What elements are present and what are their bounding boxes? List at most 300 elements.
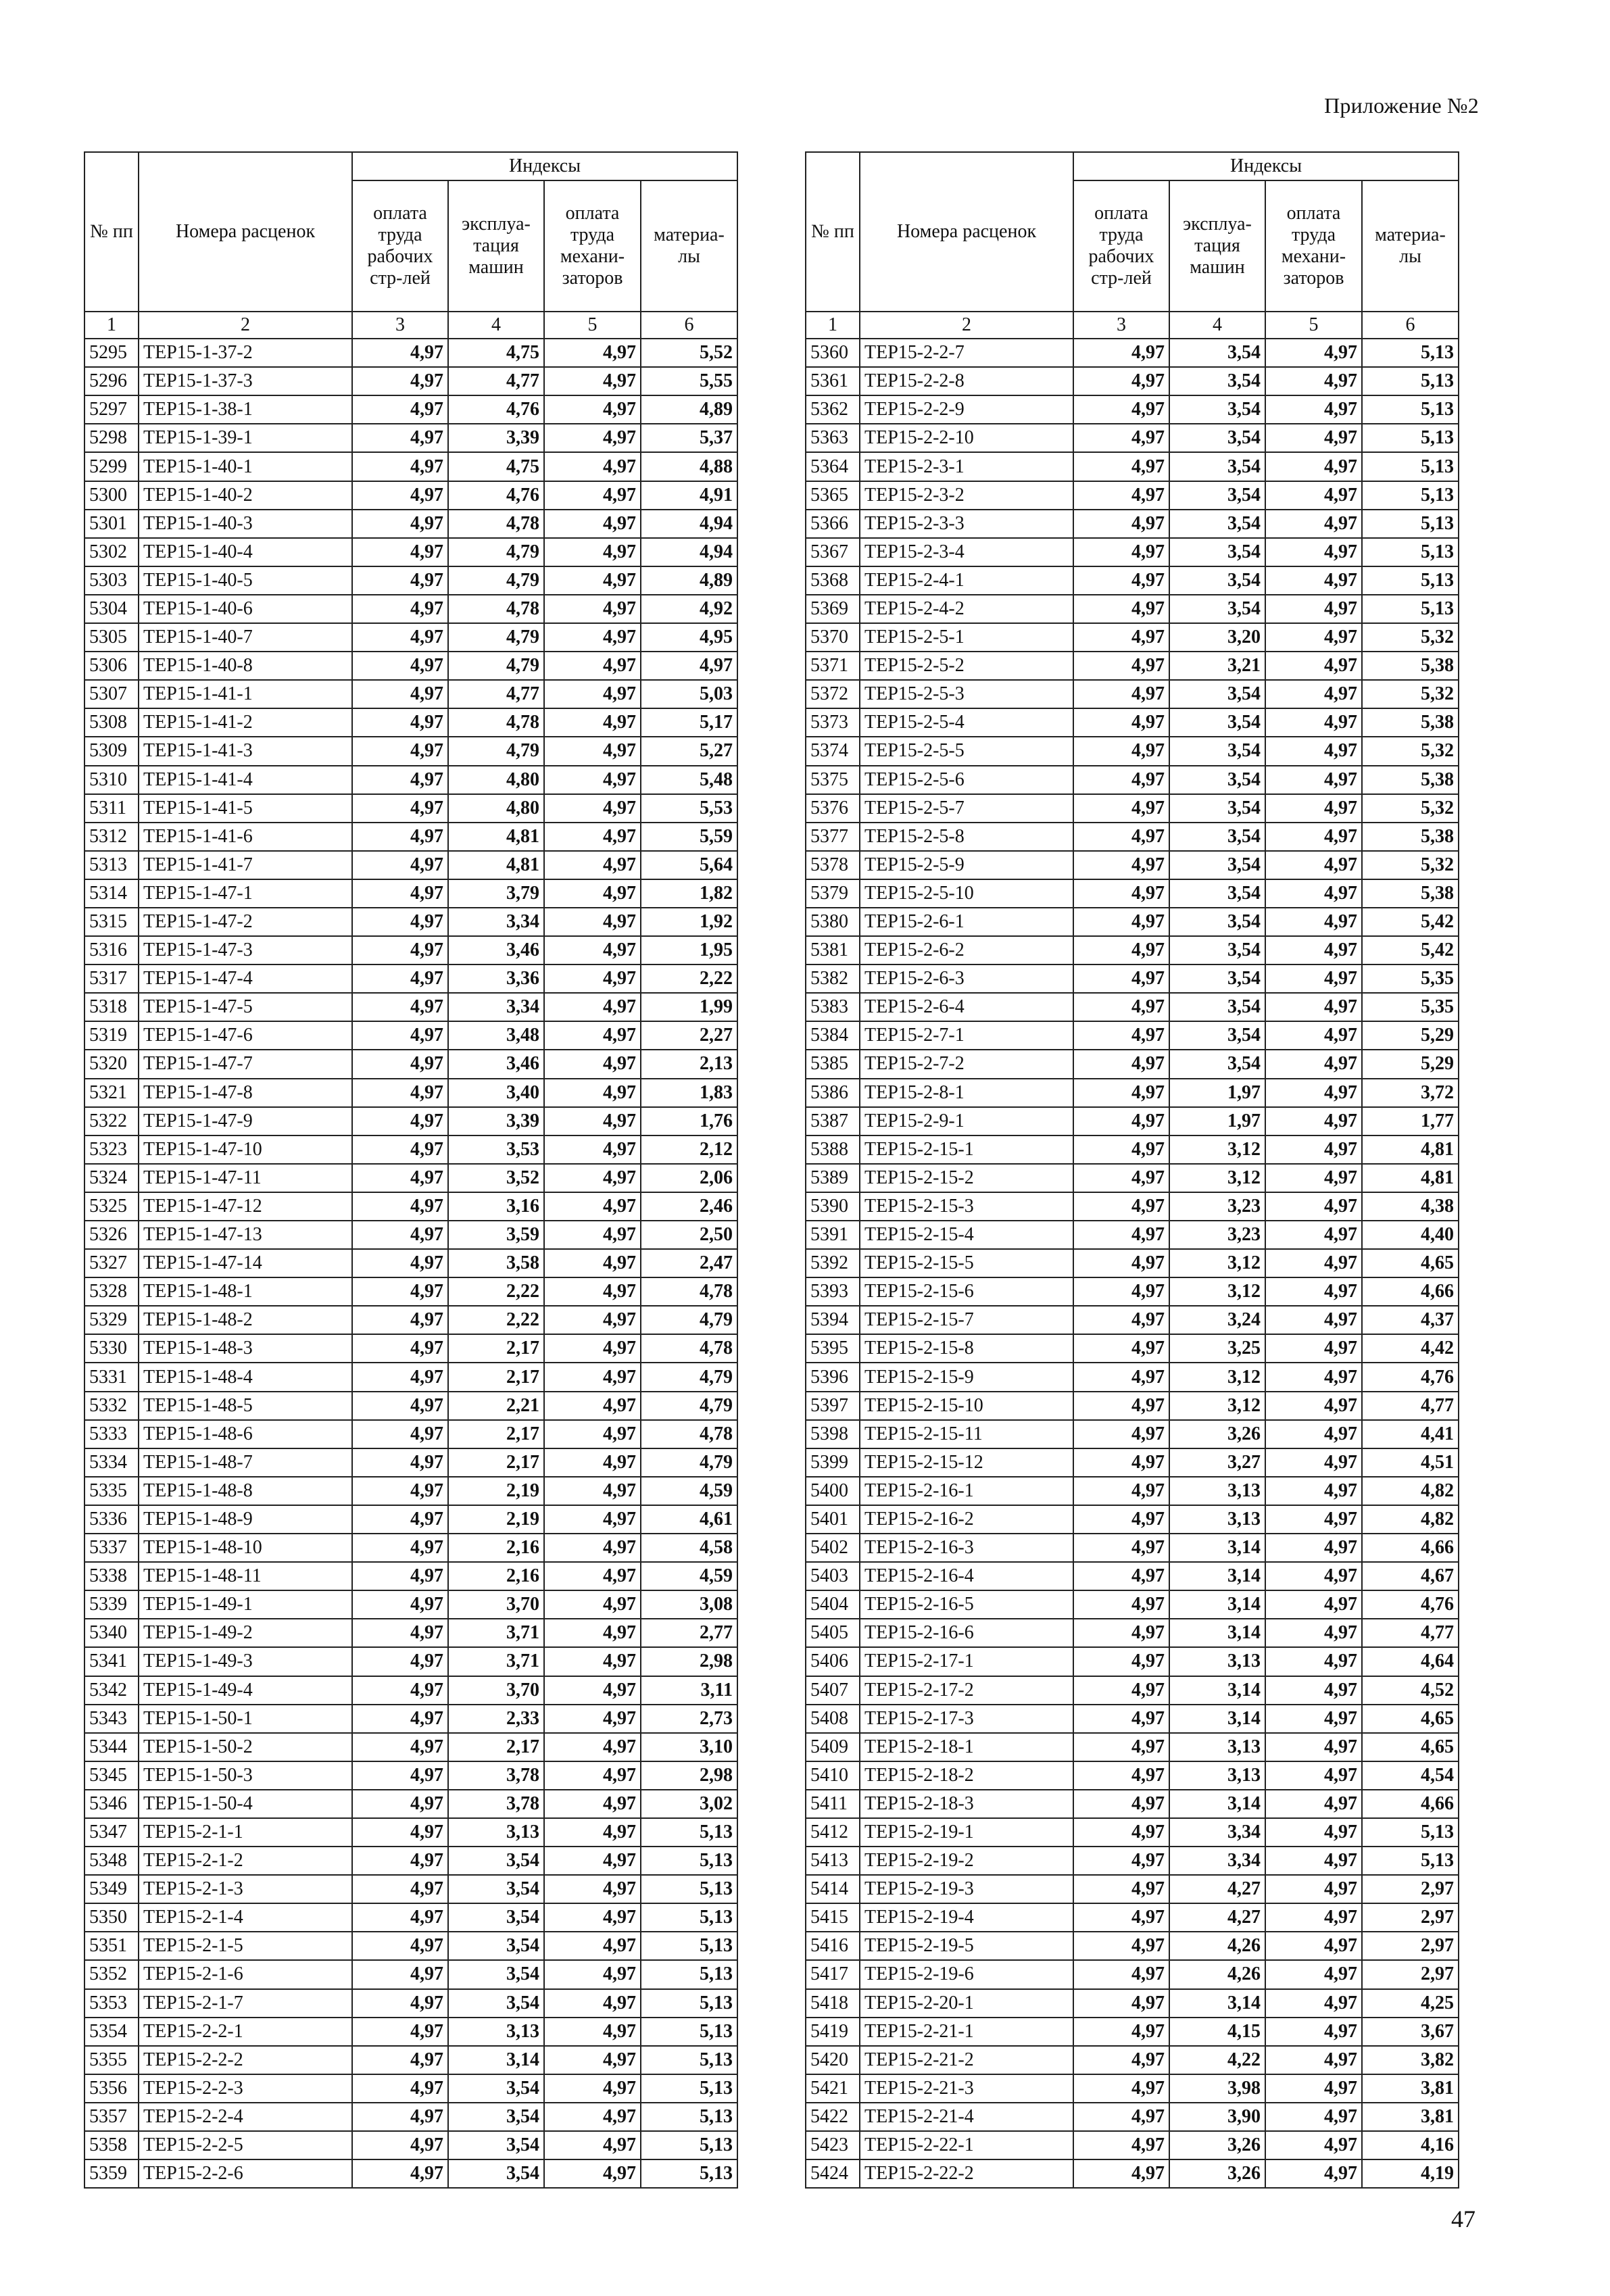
labor-index: 4,97 — [352, 1761, 448, 1790]
mech-labor-index: 4,97 — [1265, 766, 1362, 794]
materials-index: 5,13 — [1362, 367, 1459, 395]
rate-code: ТЕР15-1-37-3 — [139, 367, 352, 395]
col-code-header: Номера расценок — [139, 152, 352, 312]
materials-index: 4,91 — [641, 481, 737, 510]
labor-index: 4,97 — [352, 595, 448, 623]
table-row — [806, 1021, 1459, 1050]
mech-labor-index: 4,97 — [544, 766, 641, 794]
labor-index: 4,97 — [352, 1021, 448, 1050]
labor-index: 4,97 — [1073, 1505, 1169, 1534]
materials-index: 5,32 — [1362, 623, 1459, 652]
mech-labor-index: 4,97 — [544, 1448, 641, 1477]
materials-index: 5,13 — [1362, 424, 1459, 452]
materials-index: 2,97 — [1362, 1903, 1459, 1932]
rate-code: ТЕР15-2-15-1 — [860, 1135, 1073, 1164]
materials-index: 5,13 — [641, 2018, 737, 2046]
table-row — [84, 510, 737, 538]
materials-index: 4,65 — [1362, 1733, 1459, 1761]
machines-index: 3,54 — [1169, 595, 1265, 623]
mech-labor-index: 4,97 — [1265, 964, 1362, 993]
row-number: 5378 — [806, 851, 860, 879]
table-row — [806, 2018, 1459, 2046]
row-number: 5406 — [806, 1647, 860, 1676]
mech-labor-index: 4,97 — [1265, 680, 1362, 708]
machines-index: 3,78 — [448, 1790, 544, 1818]
materials-index: 4,76 — [1362, 1590, 1459, 1619]
labor-index: 4,97 — [352, 879, 448, 908]
machines-index: 1,97 — [1169, 1107, 1265, 1135]
row-number: 5324 — [84, 1164, 139, 1192]
labor-index: 4,97 — [352, 1448, 448, 1477]
table-row — [84, 1021, 737, 1050]
table-row — [806, 1306, 1459, 1334]
mech-labor-index: 4,97 — [544, 1192, 641, 1221]
mech-labor-index: 4,97 — [544, 1477, 641, 1505]
materials-index: 4,42 — [1362, 1334, 1459, 1363]
materials-index: 4,77 — [1362, 1392, 1459, 1420]
machines-index: 3,54 — [1169, 794, 1265, 823]
row-number: 5348 — [84, 1847, 139, 1875]
mech-labor-index: 4,97 — [544, 680, 641, 708]
table-row — [806, 851, 1459, 879]
labor-index: 4,97 — [1073, 1590, 1169, 1619]
labor-index: 4,97 — [1073, 1534, 1169, 1562]
row-number: 5334 — [84, 1448, 139, 1477]
labor-index: 4,97 — [1073, 1192, 1169, 1221]
table-row — [84, 1221, 737, 1249]
table-row — [84, 993, 737, 1021]
machines-index: 3,13 — [448, 2018, 544, 2046]
row-number: 5323 — [84, 1135, 139, 1164]
mech-labor-index: 4,97 — [544, 1079, 641, 1107]
labor-index: 4,97 — [1073, 823, 1169, 851]
rate-code: ТЕР15-2-15-12 — [860, 1448, 1073, 1477]
col-number: 4 — [448, 312, 544, 339]
labor-index: 4,97 — [1073, 993, 1169, 1021]
materials-index: 2,73 — [641, 1705, 737, 1733]
machines-index: 3,54 — [1169, 395, 1265, 424]
labor-index: 4,97 — [352, 1960, 448, 1988]
materials-index: 4,88 — [641, 452, 737, 481]
mech-labor-index: 4,97 — [1265, 1021, 1362, 1050]
col-number: 3 — [1073, 312, 1169, 339]
rate-code: ТЕР15-1-40-3 — [139, 510, 352, 538]
table-row — [84, 2103, 737, 2131]
table-row — [84, 1505, 737, 1534]
machines-index: 3,54 — [1169, 1050, 1265, 1078]
materials-index: 5,13 — [641, 1903, 737, 1932]
labor-index: 4,97 — [1073, 766, 1169, 794]
table-row — [84, 1818, 737, 1847]
machines-index: 3,78 — [448, 1761, 544, 1790]
materials-index: 3,02 — [641, 1790, 737, 1818]
rate-code: ТЕР15-1-47-8 — [139, 1079, 352, 1107]
row-number: 5301 — [84, 510, 139, 538]
row-number: 5405 — [806, 1619, 860, 1647]
rate-code: ТЕР15-1-48-10 — [139, 1534, 352, 1562]
materials-index: 2,97 — [1362, 1932, 1459, 1960]
machines-index: 2,19 — [448, 1505, 544, 1534]
row-number: 5345 — [84, 1761, 139, 1790]
mech-labor-index: 4,97 — [1265, 2159, 1362, 2188]
rate-code: ТЕР15-2-16-3 — [860, 1534, 1073, 1562]
labor-index: 4,97 — [1073, 595, 1169, 623]
machines-index: 3,23 — [1169, 1192, 1265, 1221]
rate-code: ТЕР15-1-40-5 — [139, 566, 352, 595]
mech-labor-index: 4,97 — [1265, 1705, 1362, 1733]
labor-index: 4,97 — [1073, 538, 1169, 566]
mech-labor-index: 4,97 — [1265, 1562, 1362, 1590]
row-number: 5421 — [806, 2074, 860, 2103]
table-row — [84, 766, 737, 794]
mech-labor-index: 4,97 — [1265, 1306, 1362, 1334]
labor-index: 4,97 — [352, 339, 448, 367]
machines-index: 4,79 — [448, 566, 544, 595]
labor-index: 4,97 — [352, 1705, 448, 1733]
table-row — [806, 1334, 1459, 1363]
machines-index: 3,13 — [1169, 1733, 1265, 1761]
materials-index: 5,42 — [1362, 936, 1459, 964]
rate-code: ТЕР15-2-15-11 — [860, 1420, 1073, 1448]
mech-labor-index: 4,97 — [544, 1562, 641, 1590]
rate-code: ТЕР15-2-3-3 — [860, 510, 1073, 538]
row-number: 5373 — [806, 708, 860, 737]
rate-code: ТЕР15-2-1-4 — [139, 1903, 352, 1932]
machines-index: 3,54 — [1169, 680, 1265, 708]
materials-index: 5,13 — [641, 1818, 737, 1847]
labor-index: 4,97 — [352, 1903, 448, 1932]
machines-index: 1,97 — [1169, 1079, 1265, 1107]
mech-labor-index: 4,97 — [544, 2103, 641, 2131]
machines-index: 4,78 — [448, 595, 544, 623]
mech-labor-index: 4,97 — [1265, 1050, 1362, 1078]
materials-index: 4,66 — [1362, 1534, 1459, 1562]
row-number: 5375 — [806, 766, 860, 794]
rate-code: ТЕР15-2-5-7 — [860, 794, 1073, 823]
materials-index: 2,98 — [641, 1761, 737, 1790]
row-number: 5412 — [806, 1818, 860, 1847]
col-no-header: № пп — [84, 152, 139, 312]
row-number: 5410 — [806, 1761, 860, 1790]
table-row — [84, 2018, 737, 2046]
rate-code: ТЕР15-2-19-3 — [860, 1875, 1073, 1903]
materials-index: 4,79 — [641, 1448, 737, 1477]
labor-index: 4,97 — [352, 1847, 448, 1875]
machines-index: 3,26 — [1169, 1420, 1265, 1448]
labor-index: 4,97 — [1073, 879, 1169, 908]
machines-index: 3,14 — [1169, 1790, 1265, 1818]
rate-code: ТЕР15-2-2-8 — [860, 367, 1073, 395]
rate-code: ТЕР15-2-3-2 — [860, 481, 1073, 510]
materials-index: 4,65 — [1362, 1249, 1459, 1277]
row-number: 5358 — [84, 2131, 139, 2159]
machines-index: 3,34 — [448, 993, 544, 1021]
labor-index: 4,97 — [352, 1932, 448, 1960]
mech-labor-index: 4,97 — [544, 1847, 641, 1875]
mech-labor-index: 4,97 — [1265, 1135, 1362, 1164]
materials-index: 1,77 — [1362, 1107, 1459, 1135]
row-number: 5356 — [84, 2074, 139, 2103]
mech-labor-index: 4,97 — [1265, 823, 1362, 851]
mech-labor-index: 4,97 — [544, 1875, 641, 1903]
machines-index: 3,34 — [1169, 1818, 1265, 1847]
machines-index: 3,13 — [1169, 1647, 1265, 1676]
rate-code: ТЕР15-2-16-1 — [860, 1477, 1073, 1505]
machines-index: 4,78 — [448, 510, 544, 538]
row-number: 5304 — [84, 595, 139, 623]
table-row — [84, 452, 737, 481]
table-row — [84, 623, 737, 652]
row-number: 5319 — [84, 1021, 139, 1050]
materials-index: 5,59 — [641, 823, 737, 851]
materials-index: 1,82 — [641, 879, 737, 908]
row-number: 5357 — [84, 2103, 139, 2131]
row-number: 5416 — [806, 1932, 860, 1960]
machines-index: 4,22 — [1169, 2046, 1265, 2074]
table-row — [806, 1761, 1459, 1790]
row-number: 5346 — [84, 1790, 139, 1818]
row-number: 5369 — [806, 595, 860, 623]
row-number: 5313 — [84, 851, 139, 879]
labor-index: 4,97 — [352, 2074, 448, 2103]
machines-index: 3,36 — [448, 964, 544, 993]
row-number: 5299 — [84, 452, 139, 481]
machines-index: 3,13 — [1169, 1477, 1265, 1505]
row-number: 5354 — [84, 2018, 139, 2046]
col-code-header: Номера расценок — [860, 152, 1073, 312]
labor-index: 4,97 — [352, 1107, 448, 1135]
machines-index: 3,46 — [448, 936, 544, 964]
machines-index: 3,54 — [1169, 452, 1265, 481]
row-number: 5379 — [806, 879, 860, 908]
row-number: 5386 — [806, 1079, 860, 1107]
labor-index: 4,97 — [1073, 1249, 1169, 1277]
mech-labor-index: 4,97 — [1265, 1221, 1362, 1249]
materials-index: 4,52 — [1362, 1676, 1459, 1705]
materials-index: 4,78 — [641, 1334, 737, 1363]
row-number: 5327 — [84, 1249, 139, 1277]
machines-index: 3,54 — [1169, 964, 1265, 993]
row-number: 5396 — [806, 1363, 860, 1391]
mech-labor-index: 4,97 — [1265, 1619, 1362, 1647]
mech-labor-index: 4,97 — [544, 1021, 641, 1050]
materials-index: 4,79 — [641, 1306, 737, 1334]
rate-code: ТЕР15-2-8-1 — [860, 1079, 1073, 1107]
materials-index: 5,13 — [641, 1875, 737, 1903]
mech-labor-index: 4,97 — [1265, 367, 1362, 395]
materials-index: 2,47 — [641, 1249, 737, 1277]
table-body-left — [84, 339, 737, 2188]
rate-code: ТЕР15-2-22-1 — [860, 2131, 1073, 2159]
row-number: 5355 — [84, 2046, 139, 2074]
rate-code: ТЕР15-1-41-4 — [139, 766, 352, 794]
row-number: 5352 — [84, 1960, 139, 1988]
mech-labor-index: 4,97 — [1265, 652, 1362, 680]
table-row — [84, 1705, 737, 1733]
rate-code: ТЕР15-1-47-5 — [139, 993, 352, 1021]
machines-index: 3,12 — [1169, 1249, 1265, 1277]
machines-index: 3,71 — [448, 1647, 544, 1676]
row-number: 5390 — [806, 1192, 860, 1221]
mech-labor-index: 4,97 — [1265, 1448, 1362, 1477]
col-machines-header: эксплуа-тация машин — [1169, 180, 1265, 312]
table-row — [806, 538, 1459, 566]
materials-index: 5,48 — [641, 766, 737, 794]
materials-index: 5,13 — [641, 2131, 737, 2159]
mech-labor-index: 4,97 — [1265, 1534, 1362, 1562]
row-number: 5295 — [84, 339, 139, 367]
mech-labor-index: 4,97 — [544, 452, 641, 481]
row-number: 5366 — [806, 510, 860, 538]
mech-labor-index: 4,97 — [1265, 1903, 1362, 1932]
materials-index: 4,64 — [1362, 1647, 1459, 1676]
row-number: 5398 — [806, 1420, 860, 1448]
table-row — [84, 1733, 737, 1761]
row-number: 5372 — [806, 680, 860, 708]
machines-index: 4,76 — [448, 481, 544, 510]
table-row — [84, 1192, 737, 1221]
materials-index: 5,13 — [1362, 510, 1459, 538]
materials-index: 5,29 — [1362, 1021, 1459, 1050]
table-row — [806, 708, 1459, 737]
materials-index: 3,82 — [1362, 2046, 1459, 2074]
table-row — [84, 1363, 737, 1391]
labor-index: 4,97 — [352, 1534, 448, 1562]
rate-code: ТЕР15-1-48-4 — [139, 1363, 352, 1391]
machines-index: 3,54 — [448, 1903, 544, 1932]
indexes-header: Индексы — [1073, 152, 1459, 180]
table-row — [84, 708, 737, 737]
rate-code: ТЕР15-2-7-1 — [860, 1021, 1073, 1050]
rate-code: ТЕР15-2-5-3 — [860, 680, 1073, 708]
machines-index: 4,79 — [448, 652, 544, 680]
row-number: 5423 — [806, 2131, 860, 2159]
row-number: 5402 — [806, 1534, 860, 1562]
rate-code: ТЕР15-2-19-4 — [860, 1903, 1073, 1932]
machines-index: 3,12 — [1169, 1135, 1265, 1164]
materials-index: 5,13 — [641, 2159, 737, 2188]
machines-index: 3,54 — [448, 1932, 544, 1960]
rate-code: ТЕР15-2-1-3 — [139, 1875, 352, 1903]
mech-labor-index: 4,97 — [544, 1420, 641, 1448]
machines-index: 4,27 — [1169, 1875, 1265, 1903]
machines-index: 4,79 — [448, 538, 544, 566]
row-number: 5330 — [84, 1334, 139, 1363]
machines-index: 4,80 — [448, 794, 544, 823]
rate-code: ТЕР15-2-5-5 — [860, 737, 1073, 765]
machines-index: 3,46 — [448, 1050, 544, 1078]
machines-index: 3,13 — [448, 1818, 544, 1847]
table-row — [806, 964, 1459, 993]
mech-labor-index: 4,97 — [1265, 1277, 1362, 1306]
materials-index: 5,38 — [1362, 879, 1459, 908]
mech-labor-index: 4,97 — [544, 1164, 641, 1192]
labor-index: 4,97 — [1073, 1989, 1169, 2018]
mech-labor-index: 4,97 — [544, 708, 641, 737]
row-number: 5413 — [806, 1847, 860, 1875]
rate-code: ТЕР15-1-41-6 — [139, 823, 352, 851]
rate-code: ТЕР15-2-2-4 — [139, 2103, 352, 2131]
machines-index: 3,34 — [1169, 1847, 1265, 1875]
labor-index: 4,97 — [1073, 964, 1169, 993]
table-row — [806, 367, 1459, 395]
rate-code: ТЕР15-2-16-2 — [860, 1505, 1073, 1534]
materials-index: 5,13 — [641, 1989, 737, 2018]
row-number: 5424 — [806, 2159, 860, 2188]
labor-index: 4,97 — [1073, 652, 1169, 680]
table-row — [806, 936, 1459, 964]
machines-index: 3,14 — [1169, 1619, 1265, 1647]
col-number: 2 — [860, 312, 1073, 339]
mech-labor-index: 4,97 — [1265, 1932, 1362, 1960]
row-number: 5310 — [84, 766, 139, 794]
rate-code: ТЕР15-1-48-8 — [139, 1477, 352, 1505]
row-number: 5368 — [806, 566, 860, 595]
table-row — [806, 339, 1459, 367]
mech-labor-index: 4,97 — [544, 1761, 641, 1790]
mech-labor-index: 4,97 — [544, 737, 641, 765]
machines-index: 3,54 — [1169, 908, 1265, 936]
mech-labor-index: 4,97 — [544, 1505, 641, 1534]
rate-code: ТЕР15-2-2-2 — [139, 2046, 352, 2074]
table-row — [806, 1960, 1459, 1988]
labor-index: 4,97 — [352, 1676, 448, 1705]
table-row — [84, 1590, 737, 1619]
col-number: 3 — [352, 312, 448, 339]
rate-code: ТЕР15-1-48-6 — [139, 1420, 352, 1448]
materials-index: 5,13 — [1362, 538, 1459, 566]
mech-labor-index: 4,97 — [544, 1705, 641, 1733]
labor-index: 4,97 — [352, 2131, 448, 2159]
materials-index: 4,37 — [1362, 1306, 1459, 1334]
materials-index: 5,13 — [1362, 595, 1459, 623]
machines-index: 2,17 — [448, 1363, 544, 1391]
machines-index: 4,80 — [448, 766, 544, 794]
materials-index: 4,76 — [1362, 1363, 1459, 1391]
rate-code: ТЕР15-2-1-1 — [139, 1818, 352, 1847]
machines-index: 3,54 — [1169, 823, 1265, 851]
table-row — [806, 1277, 1459, 1306]
rate-code: ТЕР15-1-49-2 — [139, 1619, 352, 1647]
labor-index: 4,97 — [1073, 851, 1169, 879]
row-number: 5341 — [84, 1647, 139, 1676]
rate-code: ТЕР15-1-41-5 — [139, 794, 352, 823]
materials-index: 4,41 — [1362, 1420, 1459, 1448]
mech-labor-index: 4,97 — [544, 851, 641, 879]
row-number: 5409 — [806, 1733, 860, 1761]
rate-code: ТЕР15-1-47-9 — [139, 1107, 352, 1135]
machines-index: 3,54 — [448, 2159, 544, 2188]
row-number: 5305 — [84, 623, 139, 652]
mech-labor-index: 4,97 — [544, 1050, 641, 1078]
mech-labor-index: 4,97 — [1265, 1249, 1362, 1277]
machines-index: 3,20 — [1169, 623, 1265, 652]
materials-index: 5,27 — [641, 737, 737, 765]
table-row — [806, 1135, 1459, 1164]
table-row — [806, 424, 1459, 452]
row-number: 5335 — [84, 1477, 139, 1505]
machines-index: 3,98 — [1169, 2074, 1265, 2103]
row-number: 5388 — [806, 1135, 860, 1164]
materials-index: 4,81 — [1362, 1164, 1459, 1192]
machines-index: 3,12 — [1169, 1164, 1265, 1192]
mech-labor-index: 4,97 — [544, 367, 641, 395]
table-row — [806, 1420, 1459, 1448]
table-row — [84, 1903, 737, 1932]
rate-code: ТЕР15-2-15-6 — [860, 1277, 1073, 1306]
materials-index: 2,06 — [641, 1164, 737, 1192]
materials-index: 5,64 — [641, 851, 737, 879]
